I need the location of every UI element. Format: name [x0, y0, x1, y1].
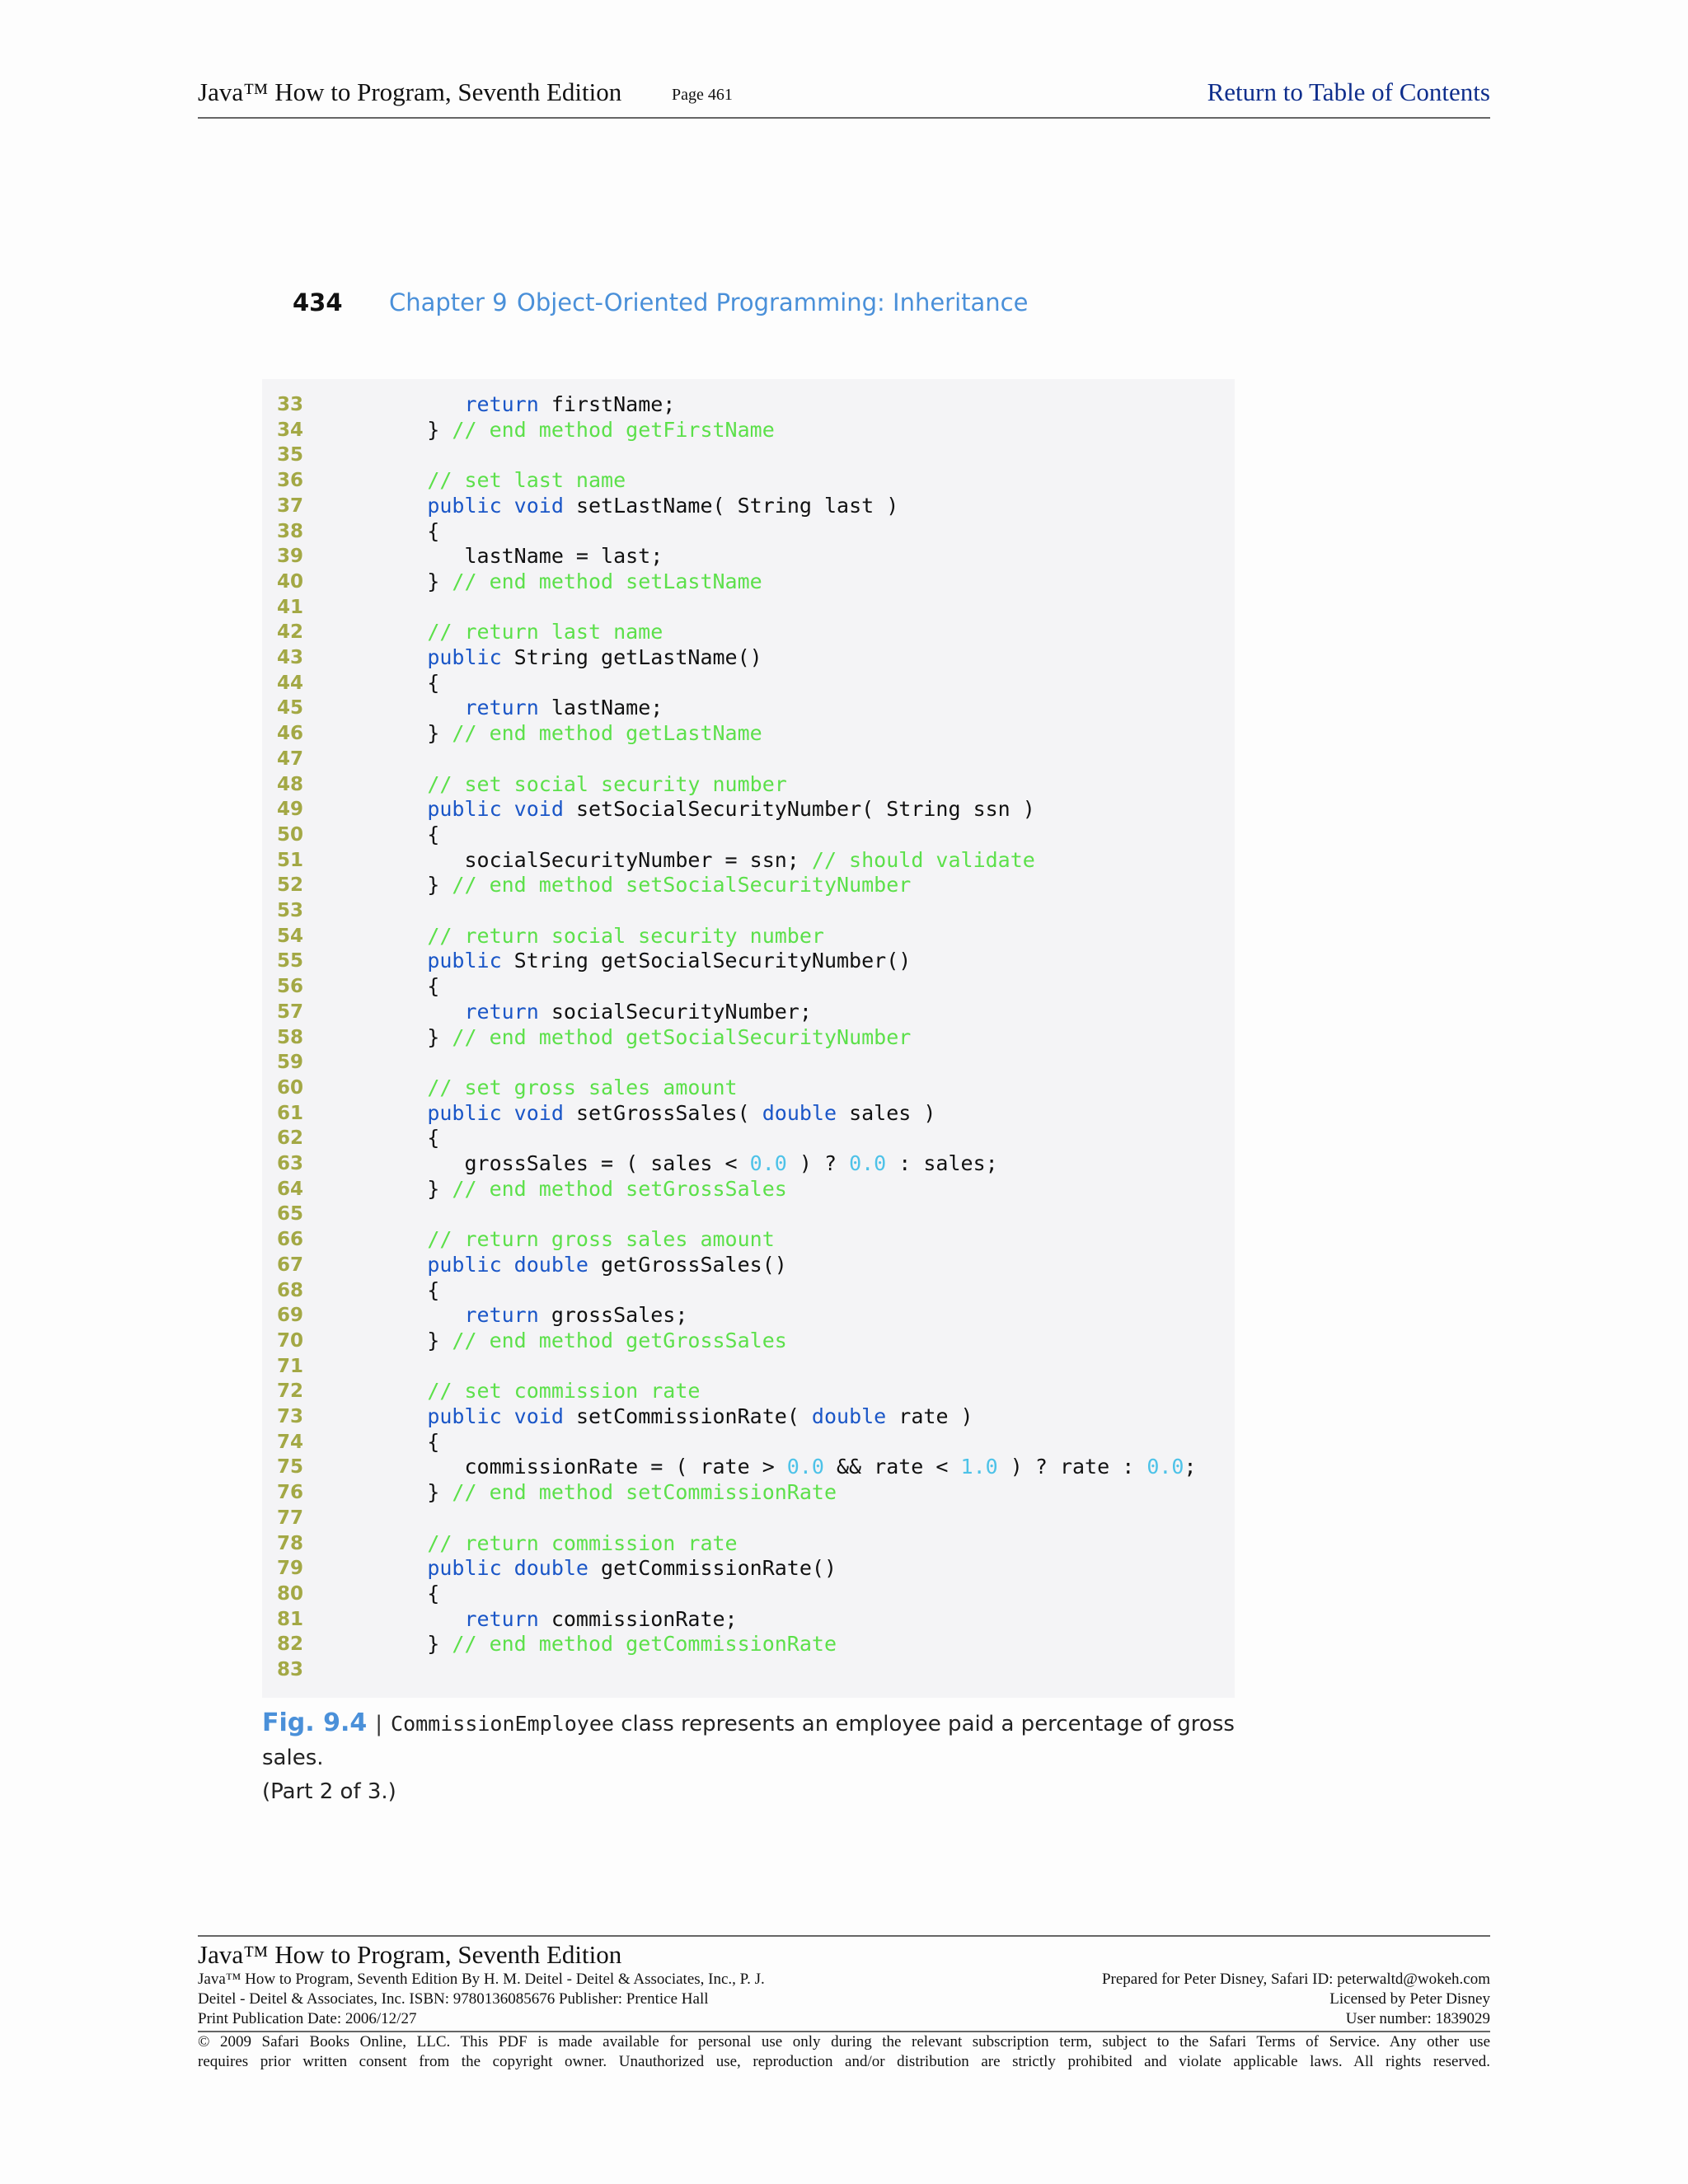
code-token: lastName = last; — [353, 544, 663, 569]
code-line — [262, 797, 1235, 823]
line-number: 33 — [277, 394, 304, 415]
code-number: 0.0 — [749, 1151, 787, 1175]
line-number: 50 — [277, 823, 304, 846]
code-line — [262, 1379, 1235, 1404]
code-listing — [262, 379, 1235, 1698]
code-line — [262, 949, 1235, 974]
code-text — [353, 974, 439, 1000]
line-number: 80 — [277, 1582, 304, 1605]
figure-caption — [262, 1706, 1251, 1809]
code-text — [353, 1076, 738, 1101]
code-text — [353, 1632, 837, 1657]
return-to-toc-link[interactable]: Return to Table of Contents — [1207, 77, 1490, 106]
code-line — [262, 544, 1235, 569]
code-token: } — [353, 1328, 452, 1352]
code-text — [353, 1556, 837, 1582]
code-line — [262, 1151, 1235, 1177]
code-token: ) ? rate : — [997, 1455, 1147, 1479]
code-line — [262, 1202, 1235, 1227]
code-line — [262, 443, 1235, 468]
line-number: 76 — [277, 1482, 304, 1504]
chapter-label: Chapter 9 — [389, 288, 508, 316]
code-text — [353, 1227, 775, 1253]
code-token: && rate < — [823, 1455, 961, 1479]
code-token: } — [353, 1176, 452, 1201]
code-token: } — [353, 1632, 452, 1657]
code-line — [262, 1404, 1235, 1430]
code-token: setSocialSecurityNumber( String ssn ) — [563, 797, 1035, 822]
line-number: 54 — [277, 925, 304, 947]
code-text — [353, 721, 762, 747]
code-token: } — [353, 1024, 452, 1049]
code-text — [353, 1404, 973, 1430]
line-number: 59 — [277, 1052, 304, 1074]
line-number: 69 — [277, 1305, 304, 1327]
code-text — [353, 1177, 787, 1202]
figure-label: Fig. 9.4 — [262, 1708, 368, 1737]
code-line — [262, 721, 1235, 747]
footer-line3-right: User number: 1839029 — [1345, 2010, 1490, 2027]
line-number: 61 — [277, 1102, 304, 1124]
line-number: 67 — [277, 1254, 304, 1276]
line-number: 42 — [277, 621, 304, 644]
caption-part: (Part 2 of 3.) — [262, 1779, 396, 1804]
code-token: commissionRate = ( rate > — [353, 1455, 787, 1479]
code-line — [262, 747, 1235, 772]
code-token: { — [353, 974, 440, 999]
footer-line1-left: Java™ How to Program, Seventh Edition By H. M. Deitel - Deitel & Associates, Inc., P. J. — [198, 1971, 765, 1988]
line-number: 65 — [277, 1203, 304, 1226]
code-line — [262, 1278, 1235, 1304]
code-keyword: public void — [427, 493, 564, 518]
line-number: 78 — [277, 1532, 304, 1554]
code-token: { — [353, 670, 440, 695]
code-number: 0.0 — [786, 1455, 824, 1479]
code-token — [353, 1253, 427, 1277]
code-token: socialSecurityNumber; — [538, 999, 812, 1024]
line-number: 47 — [277, 748, 304, 770]
code-keyword: return — [464, 999, 539, 1024]
code-token: grossSales; — [538, 1303, 688, 1328]
code-token: commissionRate; — [538, 1606, 738, 1631]
code-text — [353, 620, 663, 645]
line-number: 57 — [277, 1001, 304, 1023]
code-token — [353, 797, 427, 821]
code-keyword: public double — [427, 1252, 588, 1277]
code-line — [262, 1329, 1235, 1354]
line-number: 45 — [277, 697, 304, 719]
footer-row — [198, 1970, 1490, 1990]
code-text — [353, 569, 762, 595]
code-text — [353, 924, 824, 949]
code-comment: // return social security number — [427, 923, 824, 948]
code-comment: // end method setLastName — [452, 569, 762, 593]
code-token — [353, 392, 464, 416]
code-keyword: double — [762, 1100, 837, 1125]
code-token — [353, 468, 427, 492]
code-line — [262, 1531, 1235, 1557]
code-line — [262, 392, 1235, 418]
line-number: 51 — [277, 849, 304, 871]
caption-text: class represents an employee paid a percentage of gross sales. — [262, 1712, 1235, 1770]
code-token: socialSecurityNumber = ssn; — [353, 847, 812, 872]
line-number: 40 — [277, 570, 304, 593]
code-text — [353, 1278, 439, 1304]
book-page-number: 434 — [293, 288, 343, 316]
line-number: 43 — [277, 647, 304, 668]
code-token — [353, 645, 427, 669]
code-text — [353, 1582, 439, 1607]
line-number: 52 — [277, 874, 304, 897]
code-text — [353, 1126, 439, 1151]
code-token: { — [353, 518, 440, 543]
footer-row — [198, 1990, 1490, 2009]
line-number: 81 — [277, 1608, 304, 1630]
line-number: 56 — [277, 976, 304, 998]
code-line — [262, 1657, 1235, 1683]
code-comment: // end method setGrossSales — [452, 1176, 787, 1201]
code-line — [262, 1126, 1235, 1151]
code-comment: // set commission rate — [427, 1379, 701, 1404]
code-token: { — [353, 1429, 440, 1454]
code-text — [353, 1000, 812, 1025]
code-token: String getSocialSecurityNumber() — [501, 949, 912, 973]
code-line — [262, 645, 1235, 671]
code-token: setCommissionRate( — [563, 1404, 812, 1428]
code-text — [353, 1303, 687, 1329]
caption-class-name: CommissionEmployee — [391, 1712, 614, 1736]
code-token: } — [353, 721, 452, 746]
code-token: } — [353, 569, 452, 593]
code-comment: // set last name — [427, 468, 626, 493]
code-token — [353, 1404, 427, 1428]
code-line — [262, 1227, 1235, 1253]
code-comment: // return commission rate — [427, 1530, 738, 1555]
code-line — [262, 519, 1235, 545]
footer-line3-left: Print Publication Date: 2006/12/27 — [198, 2010, 417, 2027]
code-line — [262, 898, 1235, 924]
code-line — [262, 1303, 1235, 1329]
line-number: 72 — [277, 1380, 304, 1403]
code-line — [262, 924, 1235, 949]
header-book-title: Java™ How to Program, Seventh Edition — [198, 77, 622, 106]
code-text — [353, 1253, 787, 1278]
code-token — [353, 1000, 464, 1024]
code-line — [262, 823, 1235, 848]
line-number: 83 — [277, 1659, 304, 1680]
code-token: String getLastName() — [501, 645, 762, 669]
code-token: ; — [1184, 1455, 1197, 1479]
chapter-title: Object-Oriented Programming: Inheritance — [517, 288, 1029, 316]
line-number: 77 — [277, 1507, 304, 1529]
line-number: 75 — [277, 1456, 304, 1479]
code-token — [353, 1303, 464, 1327]
code-comment: // end method getLastName — [452, 721, 762, 746]
code-token: firstName; — [538, 392, 676, 416]
code-number: 0.0 — [849, 1151, 887, 1175]
code-line — [262, 1430, 1235, 1455]
footer-book-title: Java™ How to Program, Seventh Edition — [198, 1940, 622, 1969]
code-token: } — [353, 873, 452, 898]
line-number: 39 — [277, 546, 304, 568]
code-line — [262, 848, 1235, 874]
line-number: 48 — [277, 773, 304, 795]
code-line — [262, 1632, 1235, 1657]
page-header — [198, 76, 1490, 119]
code-token: rate ) — [886, 1404, 973, 1428]
code-line — [262, 1076, 1235, 1101]
code-comment: // should validate — [811, 847, 1035, 872]
copyright-line-1: © 2009 Safari Books Online, LLC. This PDF is made available for personal use only during the relevant subscription term, subject to the Safari Terms of Service. Any other use — [198, 2033, 1490, 2050]
code-text — [353, 1430, 439, 1455]
copyright-notice — [198, 2031, 1490, 2072]
code-comment: // return last name — [427, 620, 663, 644]
code-line — [262, 468, 1235, 494]
code-token: lastName; — [538, 696, 663, 720]
code-text — [353, 1455, 1197, 1480]
code-token — [353, 1556, 427, 1580]
code-text — [353, 823, 439, 848]
code-text — [353, 1379, 700, 1404]
code-line — [262, 696, 1235, 721]
caption-separator: | — [375, 1712, 383, 1736]
line-number: 73 — [277, 1406, 304, 1427]
code-keyword: return — [464, 1303, 539, 1328]
code-line — [262, 595, 1235, 621]
code-text — [353, 772, 787, 798]
code-comment: // set gross sales amount — [427, 1075, 738, 1099]
code-comment: // return gross sales amount — [427, 1227, 775, 1252]
code-line — [262, 1607, 1235, 1633]
code-text — [353, 1025, 911, 1051]
line-number: 60 — [277, 1076, 304, 1099]
code-text — [353, 645, 762, 671]
code-number: 1.0 — [960, 1455, 998, 1479]
line-number: 49 — [277, 799, 304, 821]
code-text — [353, 949, 911, 974]
code-line — [262, 1582, 1235, 1607]
code-line — [262, 1050, 1235, 1076]
code-line — [262, 1455, 1235, 1480]
code-token: getCommissionRate() — [588, 1556, 837, 1581]
line-number: 58 — [277, 1026, 304, 1048]
code-comment: // end method setSocialSecurityNumber — [452, 873, 912, 898]
line-number: 55 — [277, 950, 304, 972]
code-line — [262, 1556, 1235, 1582]
code-text — [353, 797, 1035, 823]
footer-line1-right: Prepared for Peter Disney, Safari ID: peterwaltd@wokeh.com — [1101, 1971, 1490, 1988]
line-number: 37 — [277, 494, 304, 517]
code-line — [262, 772, 1235, 798]
line-number: 38 — [277, 520, 304, 542]
code-keyword: double — [811, 1404, 887, 1428]
line-number: 46 — [277, 723, 304, 745]
line-number: 63 — [277, 1153, 304, 1174]
line-number: 41 — [277, 596, 304, 618]
code-token: } — [353, 417, 452, 442]
code-token — [353, 1227, 427, 1251]
line-number: 36 — [277, 470, 304, 492]
footer-rule — [198, 1935, 1490, 1937]
code-text — [353, 1151, 998, 1177]
line-number: 70 — [277, 1329, 304, 1352]
code-token — [353, 924, 427, 948]
code-keyword: public void — [427, 1404, 564, 1428]
code-text — [353, 468, 626, 494]
code-comment: // end method getGrossSales — [452, 1328, 787, 1352]
code-keyword: public void — [427, 1100, 564, 1125]
code-line — [262, 620, 1235, 645]
code-comment: // end method getCommissionRate — [452, 1632, 837, 1657]
code-text — [353, 1329, 787, 1354]
line-number: 74 — [277, 1431, 304, 1453]
code-token — [353, 1101, 427, 1125]
code-token — [353, 620, 427, 644]
code-line — [262, 569, 1235, 595]
code-number: 0.0 — [1146, 1455, 1184, 1479]
code-text — [353, 392, 675, 418]
code-token — [353, 1607, 464, 1631]
code-comment: // end method getFirstName — [452, 417, 775, 442]
code-token: { — [353, 1581, 440, 1605]
line-number: 64 — [277, 1178, 304, 1200]
code-text — [353, 494, 898, 519]
code-token: setGrossSales( — [563, 1100, 762, 1125]
code-text — [353, 544, 663, 569]
line-number: 34 — [277, 419, 304, 441]
code-keyword: public — [427, 949, 502, 973]
code-token: { — [353, 822, 440, 846]
line-number: 68 — [277, 1279, 304, 1301]
code-token: { — [353, 1126, 440, 1151]
code-token: { — [353, 1277, 440, 1302]
code-token — [353, 1076, 427, 1099]
code-line — [262, 1025, 1235, 1051]
code-text — [353, 1480, 837, 1506]
code-token: getGrossSales() — [588, 1252, 787, 1277]
footer-row — [198, 2009, 1490, 2029]
code-keyword: public double — [427, 1556, 588, 1581]
code-line — [262, 671, 1235, 696]
code-line — [262, 418, 1235, 443]
code-token: : sales; — [886, 1151, 998, 1175]
code-line — [262, 1101, 1235, 1127]
code-keyword: return — [464, 696, 539, 720]
code-text — [353, 1101, 935, 1127]
code-line — [262, 1354, 1235, 1380]
line-number: 44 — [277, 672, 304, 694]
line-number: 62 — [277, 1127, 304, 1150]
line-number: 66 — [277, 1229, 304, 1251]
code-line — [262, 1177, 1235, 1202]
code-token — [353, 772, 427, 796]
code-keyword: public void — [427, 797, 564, 822]
code-line — [262, 1506, 1235, 1531]
code-token: grossSales = ( sales < — [353, 1151, 750, 1175]
code-text — [353, 519, 439, 545]
code-line — [262, 1000, 1235, 1025]
code-text — [353, 1531, 738, 1557]
code-token — [353, 949, 427, 972]
code-text — [353, 1607, 738, 1633]
code-comment: // end method getSocialSecurityNumber — [452, 1024, 912, 1049]
code-text — [353, 671, 439, 696]
code-token: } — [353, 1480, 452, 1505]
code-line — [262, 494, 1235, 519]
code-text — [353, 873, 911, 898]
code-line — [262, 873, 1235, 898]
line-number: 35 — [277, 444, 304, 466]
code-token — [353, 1379, 427, 1403]
code-token: setLastName( String last ) — [563, 493, 899, 518]
footer-line2-left: Deitel - Deitel & Associates, Inc. ISBN: 9780136085676 Publisher: Prentice Hall — [198, 1990, 709, 2008]
copyright-line-2: requires prior written consent from the copyright owner. Unauthorized use, reproduction and/or distribution are strictly prohibited and violate applicable laws. All rights reserved. — [198, 2053, 1490, 2070]
code-keyword: public — [427, 645, 502, 669]
line-number: 79 — [277, 1558, 304, 1580]
code-token — [353, 494, 427, 518]
header-page-label: Page 461 — [672, 86, 733, 104]
code-comment: // set social security number — [427, 771, 787, 796]
code-line — [262, 1253, 1235, 1278]
code-text — [353, 696, 663, 721]
code-token — [353, 696, 464, 719]
code-line — [262, 974, 1235, 1000]
line-number: 82 — [277, 1633, 304, 1656]
code-token — [353, 1531, 427, 1555]
code-keyword: return — [464, 1606, 539, 1631]
footer-line2-right: Licensed by Peter Disney — [1329, 1990, 1490, 2008]
line-number: 53 — [277, 900, 304, 921]
code-keyword: return — [464, 392, 539, 416]
code-line — [262, 1480, 1235, 1506]
line-number: 71 — [277, 1355, 304, 1377]
code-token: sales ) — [837, 1100, 936, 1125]
page-footer — [198, 1935, 1490, 2072]
code-text — [353, 848, 1035, 874]
code-token: ) ? — [786, 1151, 850, 1175]
code-comment: // end method setCommissionRate — [452, 1480, 837, 1505]
code-text — [353, 418, 775, 443]
